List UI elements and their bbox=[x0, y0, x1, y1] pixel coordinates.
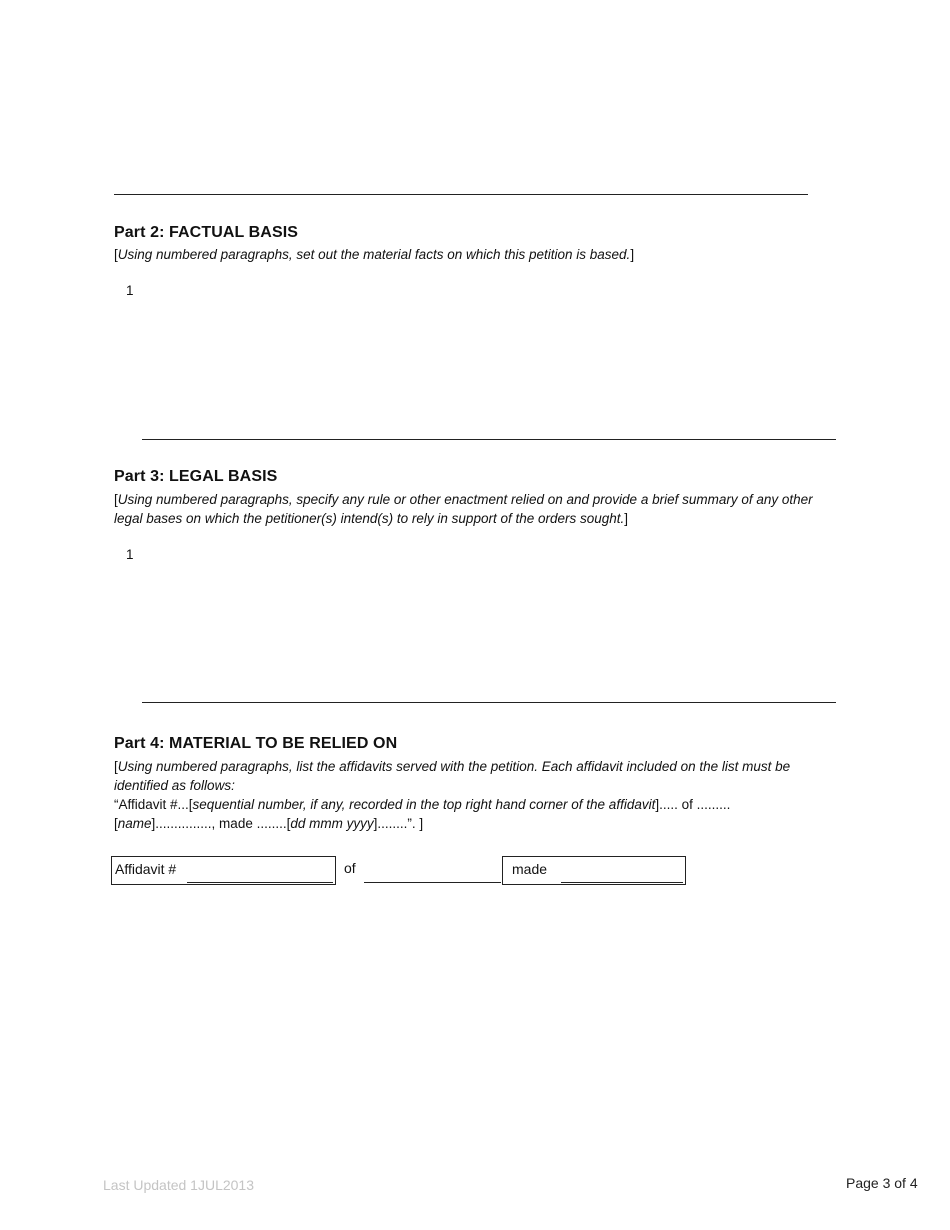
part4-heading: Part 4: MATERIAL TO BE RELIED ON bbox=[114, 735, 398, 752]
affidavit-name-field[interactable] bbox=[364, 882, 501, 883]
part3-text-area[interactable] bbox=[142, 542, 836, 692]
affidavit-number-underline bbox=[187, 882, 333, 883]
last-updated-footer: Last Updated 1JUL2013 bbox=[103, 1177, 254, 1193]
part2-text-area[interactable] bbox=[142, 278, 836, 428]
page-number-footer: Page 3 of 4 bbox=[846, 1175, 918, 1191]
part2-instruction: [Using numbered paragraphs, set out the material facts on which this petition is based.] bbox=[114, 247, 635, 262]
part3-paragraph-number: 1 bbox=[126, 547, 134, 562]
part2-paragraph-number: 1 bbox=[126, 283, 134, 298]
part3-heading: Part 3: LEGAL BASIS bbox=[114, 468, 278, 485]
part2-divider bbox=[142, 439, 836, 440]
affidavit-number-label: Affidavit # bbox=[115, 861, 177, 877]
part4-instruction: [Using numbered paragraphs, list the affidavits served with the petition. Each affidavit included on the list must be identified as follows: “Affidavit #...[sequential number, if any, recorded in the top right hand corner of the affidavit]..... of ......... [name]..............., made ........[dd mmm yyyy]........”. ] bbox=[114, 759, 791, 831]
affidavit-made-field[interactable] bbox=[502, 856, 686, 885]
affidavit-made-label: made bbox=[512, 861, 548, 877]
affidavit-of-label: of bbox=[344, 860, 356, 876]
affidavit-made-underline bbox=[561, 882, 683, 883]
part3-instruction: [Using numbered paragraphs, specify any rule or other enactment relied on and provide a brief summary of any other legal bases on which the petitioner(s) intend(s) to rely in support of the orders sought.] bbox=[114, 492, 813, 526]
part3-divider bbox=[142, 702, 836, 703]
affidavit-number-field[interactable] bbox=[111, 856, 336, 885]
part2-heading: Part 2: FACTUAL BASIS bbox=[114, 224, 299, 241]
section-divider-top bbox=[114, 194, 808, 195]
